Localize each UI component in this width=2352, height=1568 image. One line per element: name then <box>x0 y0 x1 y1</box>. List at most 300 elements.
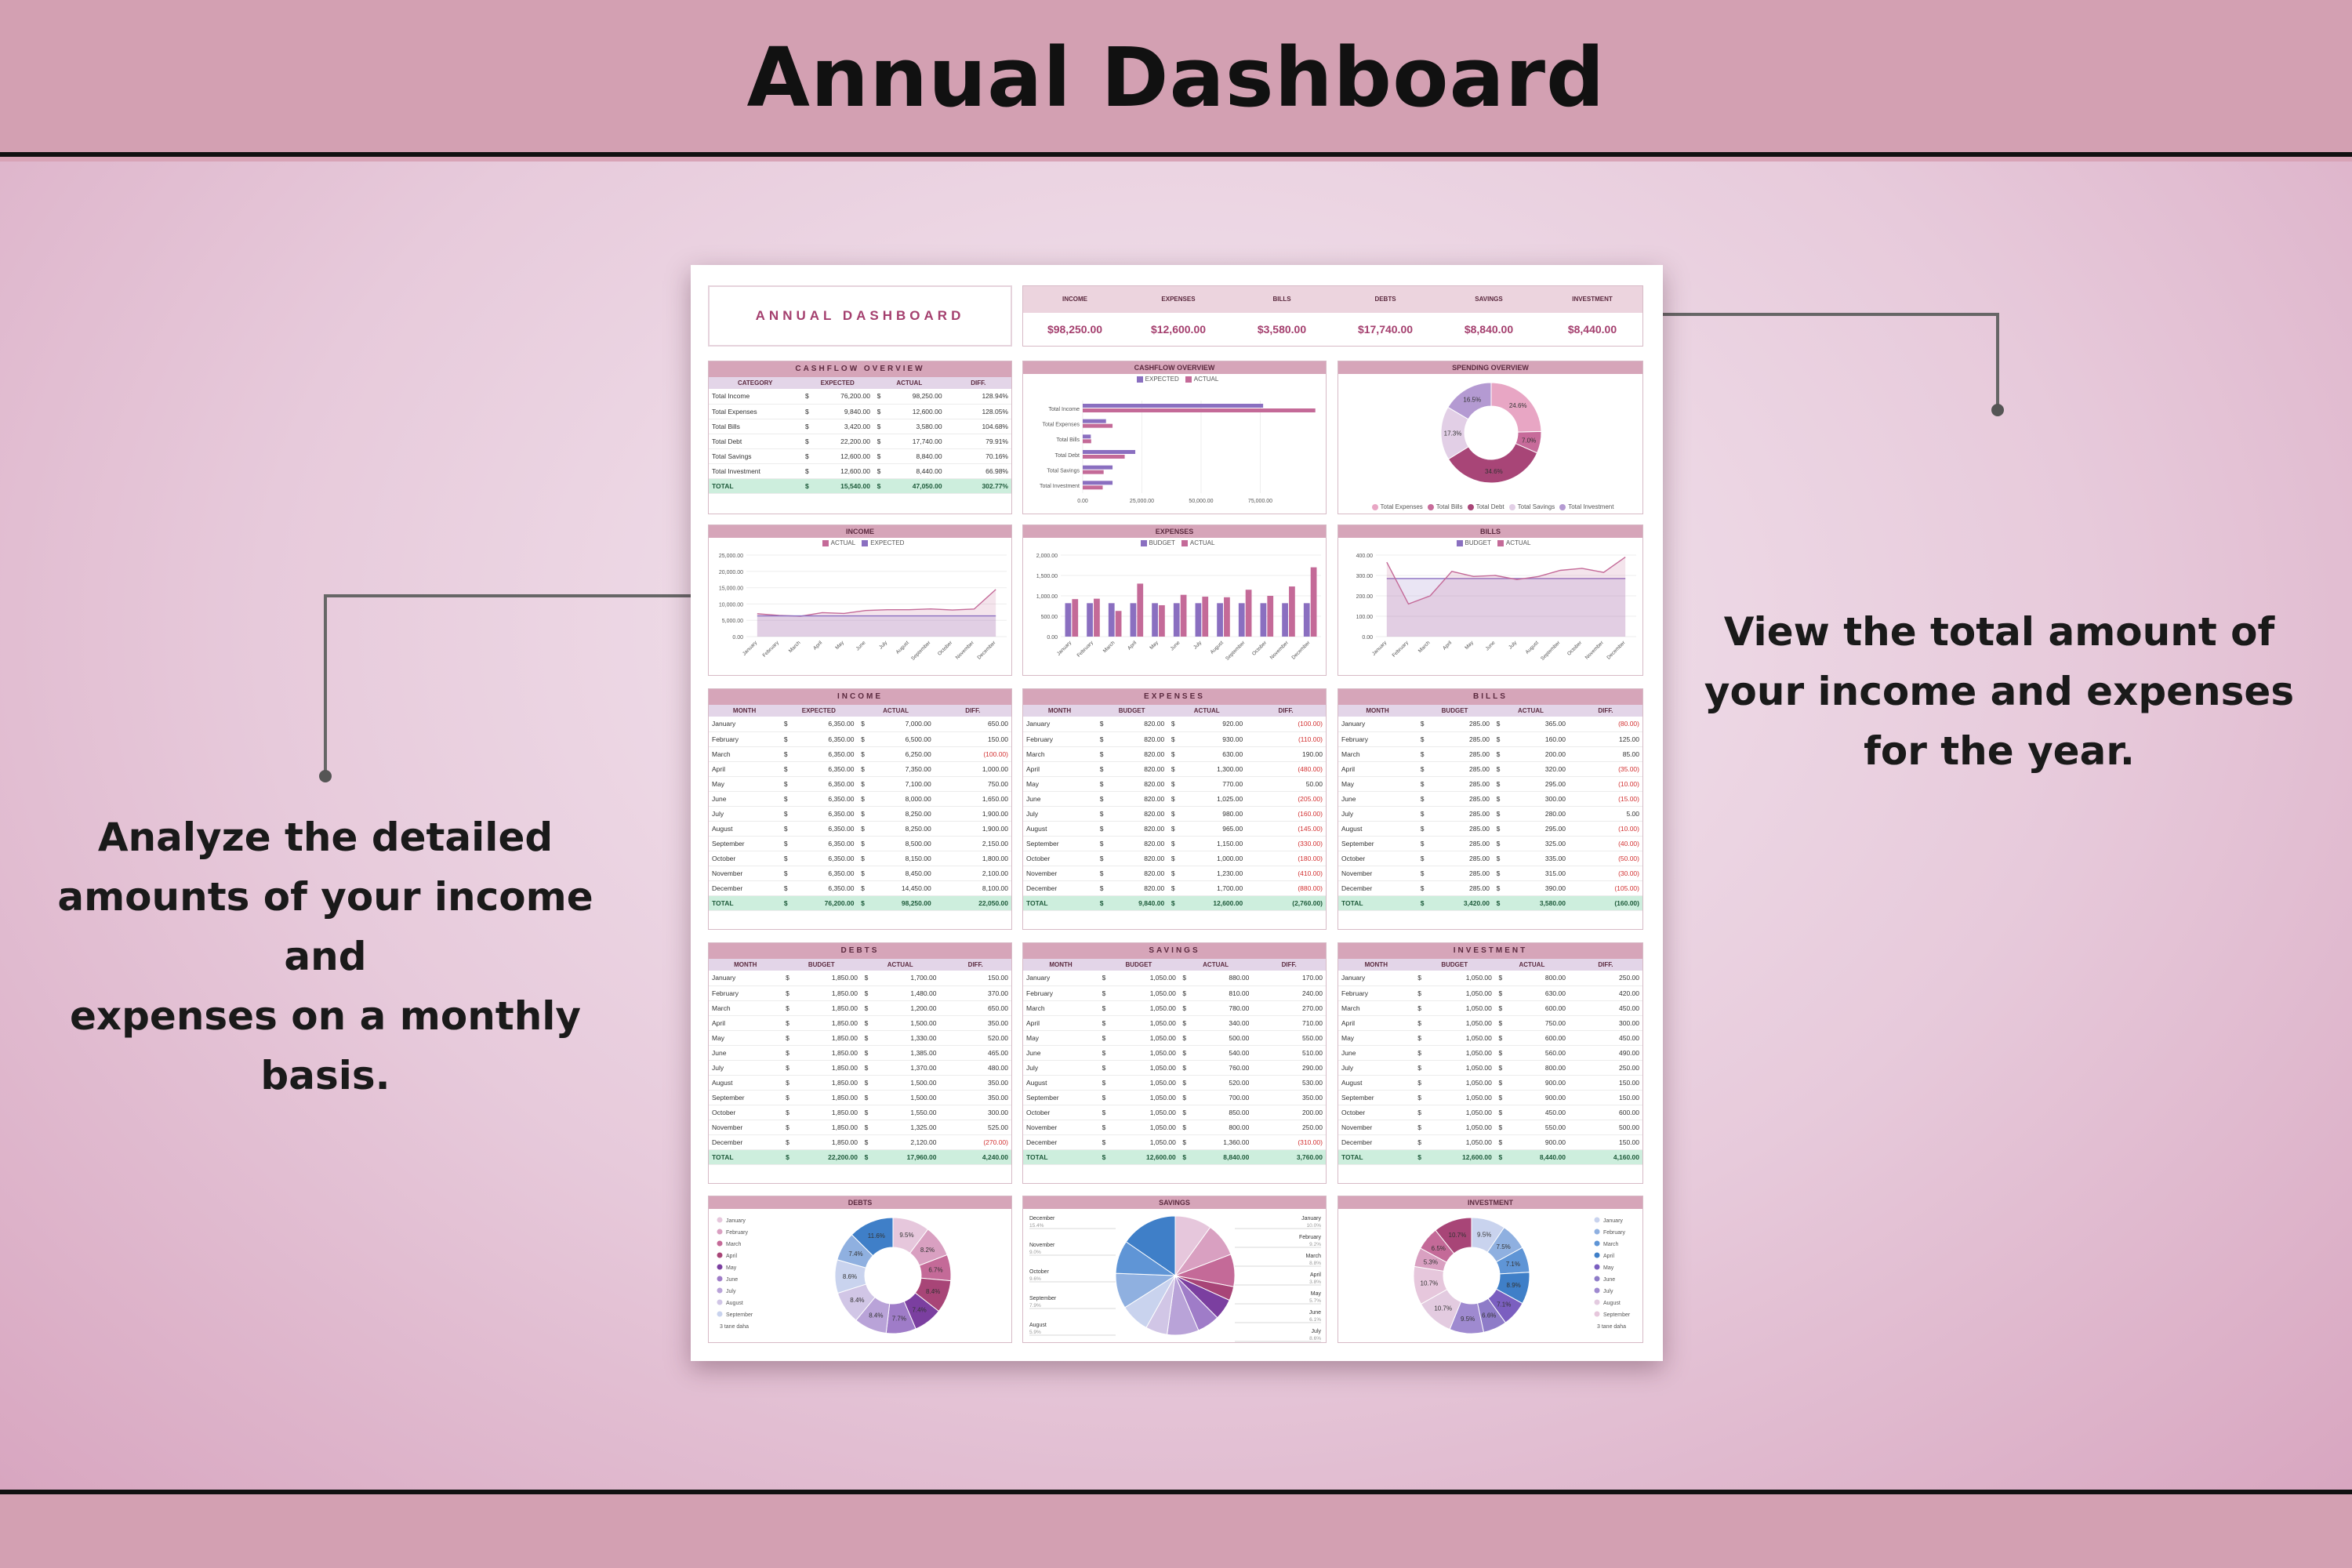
row-label: October <box>1023 1105 1098 1120</box>
x-tick-label: March <box>787 640 802 655</box>
legend-label: February <box>1603 1230 1626 1236</box>
currency-sign: $ <box>1493 791 1504 806</box>
summary-label: BILLS <box>1272 296 1291 303</box>
cell-value: 128.94% <box>956 389 1011 404</box>
currency-sign <box>1569 1149 1580 1164</box>
legend-item <box>1131 376 1179 383</box>
table-row <box>709 791 1011 806</box>
cell-value: 930.00 <box>1178 731 1246 746</box>
cell-value: 8,840.00 <box>1190 1149 1253 1164</box>
row-label: July <box>709 1060 782 1075</box>
legend-swatch <box>1559 504 1566 510</box>
currency-sign <box>1246 866 1257 880</box>
chart-title: INCOME <box>709 525 1011 538</box>
legend-item <box>816 539 856 546</box>
currency-sign: $ <box>1098 1149 1109 1164</box>
table-row <box>1338 1045 1642 1060</box>
currency-sign: $ <box>1493 821 1504 836</box>
cell-value: 1,850.00 <box>793 971 861 985</box>
currency-sign: $ <box>1098 1105 1109 1120</box>
chart-title: INVESTMENT <box>1338 1196 1642 1209</box>
row-label: Total Expenses <box>709 404 801 419</box>
cell-value: 6,350.00 <box>791 851 857 866</box>
cell-value: 350.00 <box>950 1090 1011 1105</box>
x-tick-label: January <box>1055 640 1073 657</box>
cell-value: 540.00 <box>1190 1045 1253 1060</box>
legend-swatch <box>822 540 829 546</box>
x-tick-label: 0.00 <box>1077 499 1088 504</box>
cell-value: 650.00 <box>946 717 1011 731</box>
currency-sign: $ <box>782 985 793 1000</box>
x-tick-label: August <box>895 640 910 655</box>
table-row <box>709 746 1011 761</box>
panel-title: EXPENSES <box>1023 689 1326 705</box>
chart-legend <box>709 538 1011 549</box>
bar <box>1083 466 1112 470</box>
currency-sign: $ <box>780 866 791 880</box>
bar <box>1282 603 1288 637</box>
cell-value: 8,450.00 <box>868 866 934 880</box>
income-table <box>709 705 1011 911</box>
currency-sign <box>1252 1134 1263 1149</box>
cell-value: (100.00) <box>946 746 1011 761</box>
slice-name: January <box>1301 1216 1321 1221</box>
investment-donut-chart <box>1338 1209 1643 1342</box>
table-row <box>709 1134 1011 1149</box>
currency-sign: $ <box>1414 985 1425 1000</box>
currency-sign: $ <box>1179 1105 1190 1120</box>
chart-title: CASHFLOW OVERVIEW <box>1023 361 1326 374</box>
table-row <box>1338 1000 1642 1015</box>
row-label: TOTAL <box>709 895 780 910</box>
bar <box>1083 419 1106 423</box>
currency-sign: $ <box>782 1120 793 1134</box>
slice-name: May <box>1310 1291 1321 1297</box>
cell-value: 820.00 <box>1107 851 1167 866</box>
category-label: Total Debt <box>1054 452 1080 459</box>
row-label: December <box>1023 880 1096 895</box>
row-label: September <box>709 836 780 851</box>
row-label: Total Debt <box>709 434 801 448</box>
bar <box>1239 603 1245 637</box>
currency-sign: $ <box>1493 746 1504 761</box>
slice-label: 15.4% <box>1029 1223 1044 1229</box>
currency-sign <box>1252 1000 1263 1015</box>
currency-sign <box>935 761 946 776</box>
currency-sign <box>935 836 946 851</box>
cell-value: 820.00 <box>1107 806 1167 821</box>
cell-value: 370.00 <box>950 985 1011 1000</box>
cell-value: 1,050.00 <box>1425 1090 1495 1105</box>
cell-value: 6,350.00 <box>791 776 857 791</box>
legend-swatch <box>1181 540 1188 546</box>
currency-sign: $ <box>782 971 793 985</box>
cell-value: 9,840.00 <box>812 404 873 419</box>
summary-item <box>1230 286 1334 347</box>
cell-value: 770.00 <box>1178 776 1246 791</box>
investment-chart-panel <box>1338 1196 1643 1343</box>
table-row <box>1338 731 1642 746</box>
cell-value: 79.91% <box>956 434 1011 448</box>
cell-value: 820.00 <box>1107 866 1167 880</box>
legend-swatch <box>1595 1229 1600 1235</box>
legend-swatch <box>1428 504 1434 510</box>
x-tick-label: 25,000.00 <box>1129 499 1155 504</box>
legend-swatch <box>1595 1312 1600 1317</box>
cell-value: 285.00 <box>1428 821 1493 836</box>
cell-value: 1,050.00 <box>1109 1045 1179 1060</box>
slice-label: 6.1% <box>1309 1317 1321 1323</box>
cell-value: 560.00 <box>1506 1045 1569 1060</box>
cell-value: 47,050.00 <box>884 478 946 493</box>
row-label: October <box>709 851 780 866</box>
currency-sign <box>1246 806 1257 821</box>
table-row <box>709 1030 1011 1045</box>
row-label: May <box>709 776 780 791</box>
cell-value: 285.00 <box>1428 731 1493 746</box>
row-label: November <box>1023 866 1096 880</box>
column-header: MONTH <box>1023 959 1098 971</box>
table-row <box>709 806 1011 821</box>
currency-sign: $ <box>861 1015 872 1030</box>
currency-sign: $ <box>873 478 884 493</box>
table-row <box>709 1015 1011 1030</box>
cell-value: 1,050.00 <box>1109 1060 1179 1075</box>
column-header: BUDGET <box>1098 959 1179 971</box>
dashboard-sheet <box>691 265 1663 1361</box>
currency-sign: $ <box>1098 1045 1109 1060</box>
currency-sign: $ <box>801 478 812 493</box>
bar <box>1094 599 1100 637</box>
cell-value: 285.00 <box>1428 761 1493 776</box>
currency-sign: $ <box>1179 1090 1190 1105</box>
x-tick-label: February <box>761 640 780 659</box>
y-tick-label: 1,500.00 <box>1036 574 1058 579</box>
table-row <box>1338 866 1642 880</box>
cell-value: 250.00 <box>1263 1120 1326 1134</box>
column-header: DIFF. <box>939 959 1011 971</box>
currency-sign: $ <box>1495 1045 1506 1060</box>
slice-name: September <box>1029 1296 1057 1301</box>
cell-value: 1,050.00 <box>1425 1045 1495 1060</box>
x-tick-label: 50,000.00 <box>1189 499 1214 504</box>
row-label: April <box>709 761 780 776</box>
table-row <box>1023 776 1326 791</box>
currency-sign: $ <box>780 836 791 851</box>
legend-swatch <box>1509 504 1515 510</box>
table-row <box>1338 1030 1642 1045</box>
currency-sign: $ <box>780 895 791 910</box>
legend-label: Total Debt <box>1475 503 1504 510</box>
currency-sign: $ <box>1098 1060 1109 1075</box>
legend-label: September <box>726 1312 753 1318</box>
summary-value: $3,580.00 <box>1257 323 1307 336</box>
currency-sign <box>939 1120 950 1134</box>
cell-value: 14,450.00 <box>868 880 934 895</box>
row-label: December <box>1338 1134 1414 1149</box>
currency-sign: $ <box>1179 1060 1190 1075</box>
table-row <box>1023 1030 1326 1045</box>
cell-value: 550.00 <box>1506 1120 1569 1134</box>
currency-sign: $ <box>1414 1060 1425 1075</box>
row-label: July <box>1338 1060 1414 1075</box>
legend-item <box>855 539 904 546</box>
currency-sign: $ <box>857 746 868 761</box>
bills-table <box>1338 705 1642 911</box>
row-label: June <box>1023 1045 1098 1060</box>
table-row <box>1023 1000 1326 1015</box>
currency-sign: $ <box>1096 806 1107 821</box>
currency-sign: $ <box>1179 1120 1190 1134</box>
cell-value: 365.00 <box>1504 717 1569 731</box>
row-label: December <box>709 880 780 895</box>
summary-item <box>1437 286 1541 347</box>
currency-sign <box>1246 836 1257 851</box>
legend-label: April <box>726 1254 738 1259</box>
currency-sign: $ <box>1096 880 1107 895</box>
legend-item <box>1179 376 1219 383</box>
currency-sign: $ <box>782 1045 793 1060</box>
currency-sign <box>1252 1090 1263 1105</box>
bar <box>1083 485 1102 489</box>
cell-value: 350.00 <box>950 1015 1011 1030</box>
currency-sign: $ <box>1414 1075 1425 1090</box>
cell-value: (50.00) <box>1580 851 1642 866</box>
row-label: August <box>709 821 780 836</box>
x-tick-label: January <box>741 640 759 657</box>
currency-sign: $ <box>1098 1120 1109 1134</box>
cell-value: 190.00 <box>1257 746 1326 761</box>
currency-sign: $ <box>782 1000 793 1015</box>
row-label: June <box>1023 791 1096 806</box>
currency-sign <box>946 434 956 448</box>
x-tick-label: December <box>976 640 997 661</box>
row-label: March <box>1023 1000 1098 1015</box>
slice-label: 7.7% <box>891 1315 906 1323</box>
cell-value: 8,440.00 <box>1506 1149 1569 1164</box>
cell-value: 7,000.00 <box>868 717 934 731</box>
table-row <box>709 776 1011 791</box>
legend-label: January <box>726 1218 746 1224</box>
slice-name: June <box>1308 1310 1321 1316</box>
currency-sign: $ <box>857 806 868 821</box>
y-tick-label: 0.00 <box>1047 635 1058 641</box>
cell-value: 1,050.00 <box>1425 1105 1495 1120</box>
cell-value: 700.00 <box>1190 1090 1253 1105</box>
row-label: September <box>1338 836 1417 851</box>
cell-value: 810.00 <box>1190 985 1253 1000</box>
currency-sign: $ <box>1417 776 1428 791</box>
row-label: July <box>1338 806 1417 821</box>
table-row <box>709 1060 1011 1075</box>
cell-value: 800.00 <box>1190 1120 1253 1134</box>
cashflow-bar-chart <box>1023 385 1327 514</box>
table-row <box>1023 880 1326 895</box>
currency-sign: $ <box>1096 791 1107 806</box>
currency-sign: $ <box>857 761 868 776</box>
currency-sign: $ <box>782 1015 793 1030</box>
currency-sign <box>1252 1105 1263 1120</box>
cell-value: 1,050.00 <box>1109 985 1179 1000</box>
currency-sign: $ <box>1096 746 1107 761</box>
currency-sign: $ <box>857 866 868 880</box>
currency-sign: $ <box>801 448 812 463</box>
cell-value: 1,360.00 <box>1190 1134 1253 1149</box>
currency-sign: $ <box>1414 1120 1425 1134</box>
currency-sign <box>1569 1120 1580 1134</box>
cell-value: 500.00 <box>1580 1120 1642 1134</box>
currency-sign <box>946 448 956 463</box>
cell-value: 15,540.00 <box>812 478 873 493</box>
column-header: MONTH <box>709 705 780 717</box>
cell-value: 335.00 <box>1504 851 1569 866</box>
cell-value: 50.00 <box>1257 776 1326 791</box>
slice-label: 7.4% <box>848 1250 863 1258</box>
cell-value: 290.00 <box>1263 1060 1326 1075</box>
cell-value: 780.00 <box>1190 1000 1253 1015</box>
cell-value: 820.00 <box>1107 776 1167 791</box>
cell-value: 1,050.00 <box>1425 971 1495 985</box>
table-row <box>1023 971 1326 985</box>
currency-sign <box>935 746 946 761</box>
row-label: September <box>1338 1090 1414 1105</box>
cell-value: 340.00 <box>1190 1015 1253 1030</box>
cell-value: 1,000.00 <box>1178 851 1246 866</box>
y-tick-label: 0.00 <box>732 635 743 641</box>
summary-label: INCOME <box>1062 296 1087 303</box>
currency-sign: $ <box>1179 1149 1190 1164</box>
currency-sign: $ <box>1414 1134 1425 1149</box>
debts-chart-panel <box>708 1196 1012 1343</box>
currency-sign: $ <box>873 448 884 463</box>
cell-value: 302.77% <box>956 478 1011 493</box>
column-header: DIFF. <box>1569 959 1642 971</box>
currency-sign: $ <box>857 821 868 836</box>
currency-sign: $ <box>1417 791 1428 806</box>
x-tick-label: March <box>1417 640 1432 655</box>
bar <box>1072 599 1078 637</box>
legend-item <box>1367 503 1423 510</box>
table-row <box>709 880 1011 895</box>
cell-value: 1,850.00 <box>793 1075 861 1090</box>
table-row <box>1023 806 1326 821</box>
legend-swatch <box>1185 376 1192 383</box>
cashflow-chart-panel <box>1022 361 1327 514</box>
row-label: June <box>709 791 780 806</box>
cell-value: 285.00 <box>1428 866 1493 880</box>
currency-sign: $ <box>780 731 791 746</box>
currency-sign <box>1252 1015 1263 1030</box>
currency-sign: $ <box>857 895 868 910</box>
x-tick-label: April <box>1442 640 1454 652</box>
slice-label: 6.7% <box>928 1266 943 1274</box>
row-label: April <box>1023 1015 1098 1030</box>
cell-value: 6,350.00 <box>791 880 857 895</box>
currency-sign: $ <box>1495 1075 1506 1090</box>
x-tick-label: August <box>1209 640 1225 655</box>
cell-value: 1,050.00 <box>1425 1015 1495 1030</box>
currency-sign: $ <box>1167 776 1178 791</box>
cell-value: 1,800.00 <box>946 851 1011 866</box>
slice-label: 8.6% <box>842 1272 858 1280</box>
currency-sign: $ <box>1414 1030 1425 1045</box>
slice-name: April <box>1309 1272 1321 1278</box>
row-label: Total Investment <box>709 463 801 478</box>
chart-title: BILLS <box>1338 525 1642 538</box>
currency-sign: $ <box>857 880 868 895</box>
currency-sign: $ <box>1098 1000 1109 1015</box>
table-row <box>1023 761 1326 776</box>
currency-sign: $ <box>801 404 812 419</box>
currency-sign: $ <box>1417 851 1428 866</box>
currency-sign: $ <box>1495 971 1506 985</box>
currency-sign <box>1252 1075 1263 1090</box>
currency-sign <box>1569 731 1580 746</box>
table-row <box>709 971 1011 985</box>
row-label: November <box>709 1120 782 1134</box>
legend-item <box>1504 503 1555 510</box>
cell-value: 5.00 <box>1580 806 1642 821</box>
table-row <box>1023 746 1326 761</box>
legend-swatch <box>717 1229 723 1235</box>
connector-right-end-dot <box>1991 404 2004 416</box>
cell-value: 420.00 <box>1580 985 1642 1000</box>
x-tick-label: January <box>1370 640 1388 657</box>
savings-chart-panel <box>1022 1196 1327 1343</box>
bar <box>1083 424 1112 428</box>
table-row <box>1023 1105 1326 1120</box>
table-row <box>709 866 1011 880</box>
cell-value: 1,050.00 <box>1109 971 1179 985</box>
row-label: Total Bills <box>709 419 801 434</box>
cell-value: 285.00 <box>1428 806 1493 821</box>
currency-sign: $ <box>861 1045 872 1060</box>
cell-value: 85.00 <box>1580 746 1642 761</box>
currency-sign: $ <box>1417 880 1428 895</box>
slice-label: 11.6% <box>867 1232 885 1240</box>
total-row <box>1023 895 1326 910</box>
row-label: TOTAL <box>1023 1149 1098 1164</box>
legend-label: August <box>726 1301 743 1306</box>
table-row <box>709 985 1011 1000</box>
slice-label: 7.4% <box>912 1306 927 1314</box>
currency-sign: $ <box>1167 791 1178 806</box>
currency-sign <box>946 463 956 478</box>
cell-value: (310.00) <box>1263 1134 1326 1149</box>
currency-sign <box>1569 1045 1580 1060</box>
currency-sign: $ <box>1417 866 1428 880</box>
bills-table-panel <box>1338 688 1643 930</box>
column-header: ACTUAL <box>1495 959 1569 971</box>
cell-value: 630.00 <box>1506 985 1569 1000</box>
currency-sign <box>1569 1000 1580 1015</box>
table-row <box>1023 791 1326 806</box>
cell-value: (480.00) <box>1257 761 1326 776</box>
x-tick-label: June <box>1484 640 1497 652</box>
bar <box>1202 597 1208 637</box>
callout-monthly-detail <box>16 808 635 1105</box>
table-row <box>1338 791 1642 806</box>
slice-label: 34.6% <box>1485 467 1503 475</box>
table-row <box>1023 1015 1326 1030</box>
currency-sign: $ <box>1493 776 1504 791</box>
bar <box>1083 404 1263 408</box>
currency-sign: $ <box>1495 1120 1506 1134</box>
slice-label: 9.2% <box>1309 1242 1321 1247</box>
currency-sign <box>935 791 946 806</box>
column-header: ACTUAL <box>861 959 939 971</box>
cell-value: 520.00 <box>1190 1075 1253 1090</box>
